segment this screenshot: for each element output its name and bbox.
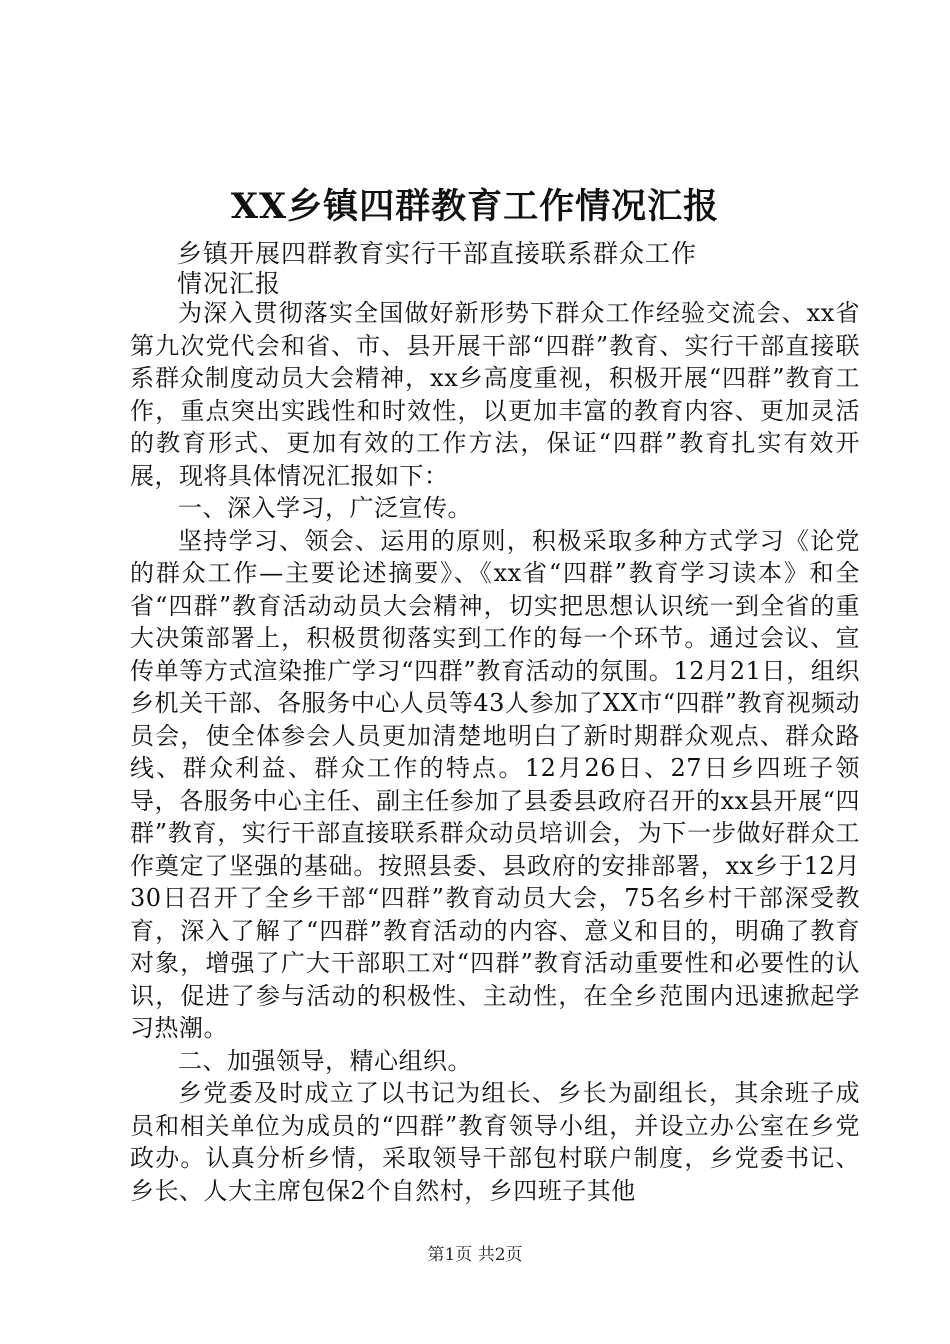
document-subtitle-line1: 乡镇开展四群教育实行干部直接联系群众工作 [177,239,698,268]
paragraph-section-2: 乡党委及时成立了以书记为组长、乡长为副组长，其余班子成员和相关单位为成员的“四群”教育领导小组，并设立办公室在乡党政办。认真分析乡情，采取领导干部包村联户制度，乡党委书记、乡长、人大主席包保2个自然村，乡四班子其他 [130,1079,860,1205]
document-title: XX乡镇四群教育工作情况汇报 [230,186,720,227]
paragraph-section-1: 坚持学习、领会、运用的原则，积极采取多种方式学习《论党的群众工作—主要论述摘要》、《xx省“四群”教育学习读本》和全省“四群”教育活动动员大会精神，切实把思想认识统一到全省的重大决策部署上，积极贯彻落实到工作的每一个环节。通过会议、宣传单等方式渲染推广学习“四群”教育活动的氛围。12月21日，组织乡机关干部、各服务中心人员等43人参加了XX市“四群”教育视频动员会，使全体参会人员更加清楚地明白了新时期群众观点、群众路线、群众利益、群众工作的特点。12月26日、27日乡四班子领导，各服务中心主任、副主任参加了县委县政府召开的xx县开展“四群”教育，实行干部直接联系群众动员培训会，为下一步做好群众工作奠定了坚强的基础。按照县委、县政府的安排部署，xx乡于12月30日召开了全乡干部“四群”教育动员大会，75名乡村干部深受教育，深入了解了“四群”教育活动的内容、意义和目的，明确了教育对象，增强了广大干部职工对“四群”教育活动重要性和必要性的认识，促进了参与活动的积极性、主动性，在全乡范围内迅速掀起学习热潮。 [130,526,860,1042]
section-heading-2: 二、加强领导，精心组织。 [178,1046,472,1075]
document-subtitle-line2: 情况汇报 [177,269,282,298]
document-body [130,297,860,1207]
page-footer: 第1页 共2页 [427,1245,523,1265]
paragraph-intro: 为深入贯彻落实全国做好新形势下群众工作经验交流会、xx省第九次党代会和省、市、县开展干部“四群”教育、实行干部直接联系群众制度动员大会精神，xx乡高度重视，积极开展“四群”教育工作，重点突出实践性和时效性，以更加丰富的教育内容、更加灵活的教育形式、更加有效的工作方法，保证“四群”教育扎实有效开展，现将具体情况汇报如下： [130,299,860,490]
section-heading-1: 一、深入学习，广泛宣传。 [178,494,472,522]
